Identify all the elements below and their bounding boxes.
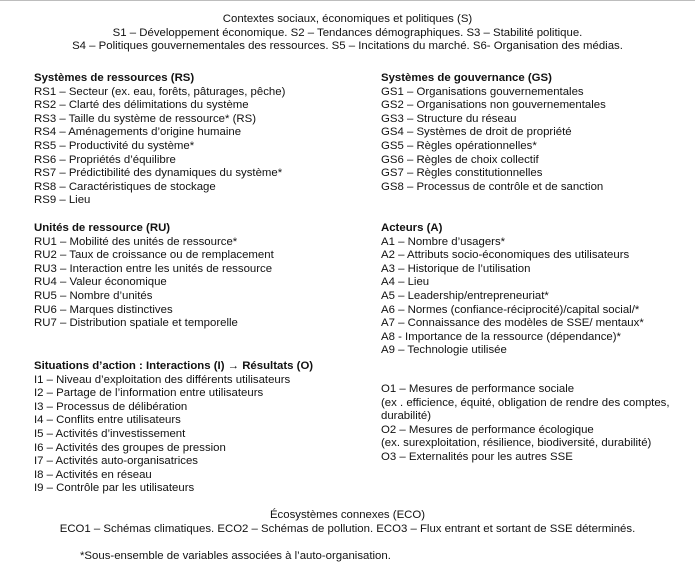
- resource-units-title: Unités de ressource (RU): [34, 222, 171, 234]
- resource-systems-title: Systèmes de ressources (RS): [34, 72, 195, 84]
- list-item: durabilité): [381, 410, 432, 423]
- actors-section: [381, 222, 644, 358]
- list-item: A7 – Connaissance des modèles de SSE/ mentaux*: [381, 317, 644, 330]
- social-context-line-2: S4 – Politiques gouvernementales des ressources. S5 – Incitations du marché. S6- Organisation des médias.: [72, 40, 623, 53]
- social-context-title: Contextes sociaux, économiques et politiques (S): [222, 13, 473, 25]
- outcomes-section: [381, 383, 670, 465]
- list-item: A5 – Leadership/entrepreneuriat*: [381, 289, 549, 302]
- list-item: (ex . efficience, équité, obligation de rendre des comptes,: [381, 396, 670, 409]
- list-item: A4 – Lieu: [381, 276, 430, 289]
- list-item: O2 – Mesures de performance écologique: [381, 423, 594, 436]
- list-item: I8 – Activités en réseau: [34, 468, 152, 481]
- list-item: GS7 – Règles constitutionnelles: [381, 167, 543, 180]
- list-item: RU6 – Marques distinctives: [34, 303, 173, 316]
- governance-systems-section: [381, 72, 606, 194]
- action-situations-title: Situations d’action : Interactions (I) → Résultats (O): [34, 360, 314, 372]
- list-item: A2 – Attributs socio-économiques des utilisateurs: [381, 249, 630, 262]
- list-item: RS8 – Caractéristiques de stockage: [34, 180, 216, 193]
- list-item: I6 – Activités des groupes de pression: [34, 441, 226, 454]
- list-item: O3 – Externalités pour les autres SSE: [381, 450, 573, 463]
- list-item: RS1 – Secteur (ex. eau, forêts, pâturages, pêche): [34, 85, 286, 98]
- list-item: I5 – Activités d’investissement: [34, 427, 186, 440]
- list-item: O1 – Mesures de performance sociale: [381, 383, 575, 395]
- list-item: RS4 – Aménagements d’origine humaine: [34, 126, 242, 139]
- related-ecosystems-title: Écosystèmes connexes (ECO): [269, 509, 426, 521]
- related-ecosystems-block: [0, 509, 695, 536]
- list-item: A6 – Normes (confiance-réciprocité)/capital social/*: [381, 303, 640, 316]
- list-item: RU4 – Valeur économique: [34, 276, 167, 289]
- list-item: GS5 – Règles opérationnelles*: [381, 139, 537, 152]
- top-border: [0, 0, 695, 1]
- list-item: I7 – Activités auto-organisatrices: [34, 455, 198, 468]
- list-item: GS2 – Organisations non gouvernementales: [381, 99, 606, 112]
- list-item: RU1 – Mobilité des unités de ressource*: [34, 235, 238, 248]
- list-item: GS8 – Processus de contrôle et de sanction: [381, 180, 604, 193]
- resource-systems-section: [34, 72, 285, 208]
- resource-units-section: [34, 222, 274, 331]
- governance-systems-title: Systèmes de gouvernance (GS): [381, 72, 552, 84]
- list-item: A8 - Importance de la ressource (dépendance)*: [381, 330, 621, 343]
- list-item: RU7 – Distribution spatiale et temporelle: [34, 317, 238, 330]
- list-item: I4 – Conflits entre utilisateurs: [34, 414, 181, 427]
- list-item: GS1 – Organisations gouvernementales: [381, 85, 584, 98]
- list-item: A1 – Nombre d’usagers*: [381, 235, 506, 248]
- list-item: GS3 – Structure du réseau: [381, 112, 517, 125]
- social-context-block: [0, 13, 695, 54]
- list-item: I1 – Niveau d’exploitation des différents utilisateurs: [34, 373, 291, 386]
- list-item: I3 – Processus de délibération: [34, 400, 188, 413]
- list-item: RU2 – Taux de croissance ou de remplacement: [34, 249, 274, 262]
- list-item: RS6 – Propriétés d’équilibre: [34, 153, 176, 166]
- footnote: *Sous-ensemble de variables associées à l’auto-organisation.: [80, 550, 391, 562]
- list-item: RS7 – Prédictibilité des dynamiques du système*: [34, 167, 283, 180]
- list-item: A3 – Historique de l’utilisation: [381, 262, 531, 275]
- actors-title: Acteurs (A): [381, 222, 443, 234]
- list-item: (ex. surexploitation, résilience, biodiversité, durabilité): [381, 437, 652, 450]
- list-item: RS9 – Lieu: [34, 194, 91, 207]
- list-item: GS6 – Règles de choix collectif: [381, 153, 539, 166]
- list-item: GS4 – Systèmes de droit de propriété: [381, 126, 572, 139]
- list-item: I9 – Contrôle par les utilisateurs: [34, 482, 195, 495]
- related-ecosystems-line: ECO1 – Schémas climatiques. ECO2 – Schémas de pollution. ECO3 – Flux entrant et sortant de SSE déterminés.: [59, 522, 636, 535]
- list-item: RU5 – Nombre d’unités: [34, 289, 153, 302]
- list-item: RS2 – Clarté des délimitations du système: [34, 99, 249, 112]
- list-item: A9 – Technologie utilisée: [381, 344, 507, 357]
- list-item: RU3 – Interaction entre les unités de ressource: [34, 262, 273, 275]
- list-item: RS5 – Productivité du système*: [34, 139, 195, 152]
- social-context-line-1: S1 – Développement économique. S2 – Tendances démographiques. S3 – Stabilité politique.: [112, 26, 583, 39]
- list-item: RS3 – Taille du système de ressource* (RS): [34, 112, 256, 125]
- list-item: I2 – Partage de l’information entre utilisateurs: [34, 387, 264, 400]
- action-situations-section: [34, 360, 313, 496]
